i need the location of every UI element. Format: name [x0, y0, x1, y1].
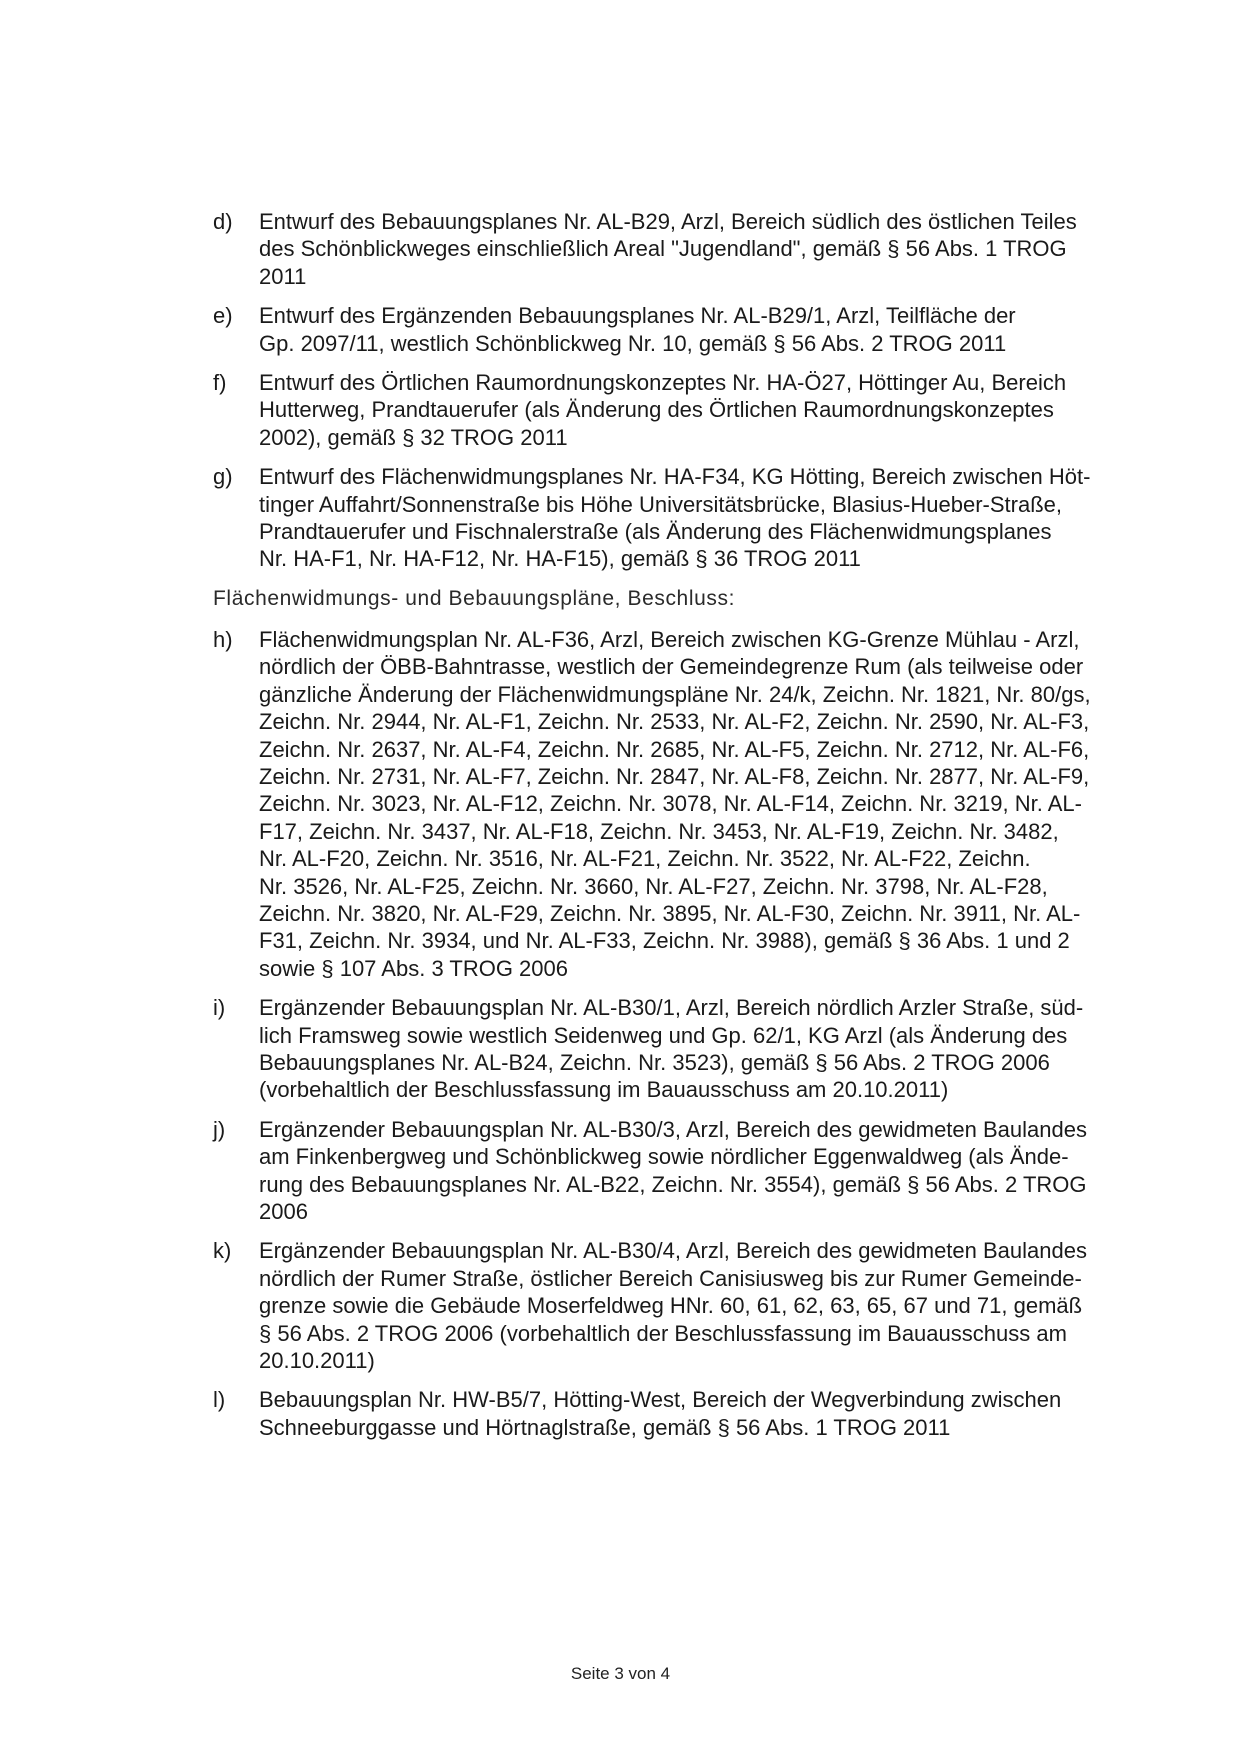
text-line: Hutterweg, Prandtauerufer (als Änderung des Örtlichen Raumordnungskonzeptes [259, 397, 1054, 423]
list-item [213, 1237, 1133, 1374]
list-item-label: g) [213, 464, 233, 490]
text-line: § 56 Abs. 2 TROG 2006 (vorbehaltlich der Beschlussfassung im Bauausschuss am [259, 1320, 1067, 1346]
text-line: Zeichn. Nr. 3820, Nr. AL-F29, Zeichn. Nr. 3895, Nr. AL-F30, Zeichn. Nr. 3911, Nr. AL- [259, 900, 1081, 926]
text-line: Entwurf des Ergänzenden Bebauungsplanes Nr. AL-B29/1, Arzl, Teilfläche der [259, 303, 1016, 329]
list-item-text [259, 208, 1133, 290]
list-item-text [259, 1386, 1133, 1441]
list-item-label: f) [213, 370, 227, 396]
list-item-label: k) [213, 1238, 232, 1264]
list-item-label: h) [213, 626, 233, 652]
text-line: Flächenwidmungsplan Nr. AL-F36, Arzl, Bereich zwischen KG-Grenze Mühlau - Arzl, [259, 626, 1080, 652]
list-item [213, 302, 1133, 357]
list-item-label: j) [213, 1116, 226, 1142]
page-number-footer: Seite 3 von 4 [570, 1664, 671, 1683]
text-line: Entwurf des Bebauungsplanes Nr. AL-B29, Arzl, Bereich südlich des östlichen Teiles [259, 209, 1077, 234]
list-item-text [259, 1237, 1133, 1374]
text-line: tinger Auffahrt/Sonnenstraße bis Höhe Universitätsbrücke, Blasius-Hueber-Straße, [259, 491, 1062, 517]
text-line: 2011 [259, 263, 307, 289]
text-line: grenze sowie die Gebäude Moserfeldweg HNr. 60, 61, 62, 63, 65, 67 und 71, gemäß [259, 1293, 1083, 1319]
text-line: nördlich der Rumer Straße, östlicher Bereich Canisiusweg bis zur Rumer Gemeinde- [259, 1265, 1082, 1291]
text-line: Ergänzender Bebauungsplan Nr. AL-B30/1, Arzl, Bereich nördlich Arzler Straße, süd- [259, 995, 1084, 1021]
text-line: Entwurf des Flächenwidmungsplanes Nr. HA-F34, KG Hötting, Bereich zwischen Höt- [259, 464, 1091, 490]
list-item-text [259, 626, 1133, 982]
text-line: Ergänzender Bebauungsplan Nr. AL-B30/4, Arzl, Bereich des gewidmeten Baulandes [259, 1238, 1087, 1264]
text-line: Prandtauerufer und Fischnalerstraße (als Änderung des Flächenwidmungsplanes [259, 519, 1052, 545]
list-item-label: d) [213, 209, 233, 234]
list-item-label: l) [213, 1387, 226, 1413]
draft-list [213, 208, 1133, 573]
list-item-label: e) [213, 303, 233, 329]
text-line: Zeichn. Nr. 2944, Nr. AL-F1, Zeichn. Nr. 2533, Nr. AL-F2, Zeichn. Nr. 2590, Nr. AL-F3, [259, 709, 1090, 735]
list-item-text [259, 994, 1133, 1104]
list-item [213, 1386, 1133, 1441]
text-line: F31, Zeichn. Nr. 3934, und Nr. AL-F33, Zeichn. Nr. 3988), gemäß § 36 Abs. 1 und 2 [259, 928, 1070, 954]
section-heading: Flächenwidmungs- und Bebauungspläne, Beschluss: [213, 586, 736, 610]
text-line: am Finkenbergweg und Schönblickweg sowie nördlicher Eggenwaldweg (als Ände- [259, 1144, 1069, 1170]
list-item-label: i) [213, 995, 226, 1021]
text-line: Zeichn. Nr. 2731, Nr. AL-F7, Zeichn. Nr. 2847, Nr. AL-F8, Zeichn. Nr. 2877, Nr. AL-F9, [259, 763, 1090, 789]
list-item [213, 369, 1133, 451]
list-item [213, 1116, 1133, 1226]
text-line: Nr. 3526, Nr. AL-F25, Zeichn. Nr. 3660, Nr. AL-F27, Zeichn. Nr. 3798, Nr. AL-F28, [259, 873, 1048, 899]
text-line: Entwurf des Örtlichen Raumordnungskonzeptes Nr. HA-Ö27, Höttinger Au, Bereich [259, 370, 1067, 396]
list-item-text [259, 302, 1133, 357]
list-item-text [259, 369, 1133, 451]
list-item [213, 463, 1133, 573]
text-line: Bebauungsplan Nr. HW-B5/7, Hötting-West, Bereich der Wegverbindung zwischen [259, 1387, 1062, 1413]
list-item-text [259, 1116, 1133, 1226]
text-line: F17, Zeichn. Nr. 3437, Nr. AL-F18, Zeichn. Nr. 3453, Nr. AL-F19, Zeichn. Nr. 3482, [259, 818, 1059, 844]
text-line: Bebauungsplanes Nr. AL-B24, Zeichn. Nr. 3523), gemäß § 56 Abs. 2 TROG 2006 [259, 1049, 1050, 1075]
text-line: Nr. AL-F20, Zeichn. Nr. 3516, Nr. AL-F21, Zeichn. Nr. 3522, Nr. AL-F22, Zeichn. [259, 846, 1031, 872]
list-item-text [259, 463, 1133, 573]
text-line: Gp. 2097/11, westlich Schönblickweg Nr. 10, gemäß § 56 Abs. 2 TROG 2011 [259, 330, 1007, 356]
text-line: Schneeburggasse und Hörtnaglstraße, gemäß § 56 Abs. 1 TROG 2011 [259, 1414, 951, 1440]
text-line: 2002), gemäß § 32 TROG 2011 [259, 424, 568, 450]
resolution-list [213, 626, 1133, 1441]
text-line: Zeichn. Nr. 2637, Nr. AL-F4, Zeichn. Nr. 2685, Nr. AL-F5, Zeichn. Nr. 2712, Nr. AL-F6, [259, 736, 1090, 762]
text-line: Zeichn. Nr. 3023, Nr. AL-F12, Zeichn. Nr. 3078, Nr. AL-F14, Zeichn. Nr. 3219, Nr. AL- [259, 791, 1082, 817]
text-line: 2006 [259, 1199, 308, 1224]
list-item [213, 994, 1133, 1104]
text-line: (vorbehaltlich der Beschlussfassung im Bauausschuss am 20.10.2011) [259, 1077, 949, 1103]
text-line: Ergänzender Bebauungsplan Nr. AL-B30/3, Arzl, Bereich des gewidmeten Baulandes [259, 1116, 1087, 1142]
text-line: rung des Bebauungsplanes Nr. AL-B22, Zeichn. Nr. 3554), gemäß § 56 Abs. 2 TROG [259, 1171, 1087, 1197]
text-line: 20.10.2011) [259, 1348, 375, 1374]
text-line: sowie § 107 Abs. 3 TROG 2006 [259, 955, 568, 981]
page-content [213, 208, 1133, 1453]
text-line: gänzliche Änderung der Flächenwidmungspläne Nr. 24/k, Zeichn. Nr. 1821, Nr. 80/gs, [259, 681, 1091, 707]
list-item [213, 626, 1133, 982]
text-line: des Schönblickweges einschließlich Areal "Jugendland", gemäß § 56 Abs. 1 TROG [259, 236, 1067, 262]
text-line: nördlich der ÖBB-Bahntrasse, westlich der Gemeindegrenze Rum (als teilweise oder [259, 654, 1084, 680]
text-line: lich Framsweg sowie westlich Seidenweg und Gp. 62/1, KG Arzl (als Änderung des [259, 1022, 1068, 1048]
text-line: Nr. HA-F1, Nr. HA-F12, Nr. HA-F15), gemäß § 36 TROG 2011 [259, 546, 861, 572]
list-item [213, 208, 1133, 290]
